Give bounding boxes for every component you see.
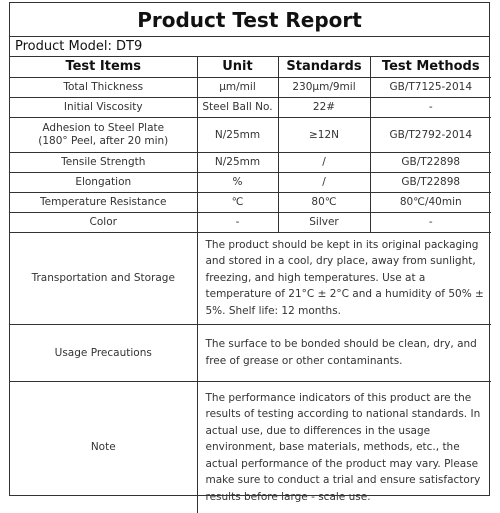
row-item: Tensile Strength bbox=[10, 152, 197, 172]
row-item: Temperature Resistance bbox=[10, 192, 197, 212]
row-item-line2: (180° Peel, after 20 min) bbox=[38, 134, 169, 147]
usage-row bbox=[10, 324, 491, 381]
usage-label: Usage Precautions bbox=[10, 324, 197, 381]
table-row bbox=[10, 172, 491, 192]
product-model: Product Model: DT9 bbox=[10, 37, 489, 57]
row-item: Color bbox=[10, 212, 197, 232]
transport-row bbox=[10, 232, 491, 324]
header-standards: Standards bbox=[278, 57, 370, 77]
report-title: Product Test Report bbox=[10, 3, 489, 37]
row-item: Elongation bbox=[10, 172, 197, 192]
header-unit: Unit bbox=[197, 57, 278, 77]
row-method: GB/T22898 bbox=[370, 172, 491, 192]
header-test-methods: Test Methods bbox=[370, 57, 491, 77]
transport-text: The product should be kept in its original packaging and stored in a cool, dry place, away from sunlight, freezing, and high temperatures. Use at a temperature of 21°C ± 2°C and a humidity of 50% ± 5%. Shelf life: 12 months. bbox=[197, 232, 491, 324]
row-unit: Steel Ball No. bbox=[197, 97, 278, 117]
transport-label: Transportation and Storage bbox=[10, 232, 197, 324]
row-standard: ≥12N bbox=[278, 117, 370, 152]
table-row bbox=[10, 97, 491, 117]
test-table bbox=[10, 57, 491, 513]
row-method: GB/T2792-2014 bbox=[370, 117, 491, 152]
row-item bbox=[10, 117, 197, 152]
note-label: Note bbox=[10, 381, 197, 513]
row-unit: ℃ bbox=[197, 192, 278, 212]
row-standard: 80℃ bbox=[278, 192, 370, 212]
row-method: 80℃/40min bbox=[370, 192, 491, 212]
table-row bbox=[10, 77, 491, 97]
row-item: Total Thickness bbox=[10, 77, 197, 97]
note-text: The performance indicators of this product are the results of testing according to national standards. In actual use, due to differences in the usage environment, base materials, methods, etc., the actual performance of the product may vary. Please make sure to conduct a trial and ensure satisfactory results before large - scale use. bbox=[197, 381, 491, 513]
row-unit: N/25mm bbox=[197, 117, 278, 152]
row-item-line1: Adhesion to Steel Plate bbox=[42, 121, 165, 134]
note-row bbox=[10, 381, 491, 513]
row-item: Initial Viscosity bbox=[10, 97, 197, 117]
row-unit: - bbox=[197, 212, 278, 232]
row-unit: % bbox=[197, 172, 278, 192]
row-standard: 22# bbox=[278, 97, 370, 117]
usage-text: The surface to be bonded should be clean, dry, and free of grease or other contaminants. bbox=[197, 324, 491, 381]
table-row bbox=[10, 117, 491, 152]
row-method: GB/T22898 bbox=[370, 152, 491, 172]
row-unit: N/25mm bbox=[197, 152, 278, 172]
row-unit: μm/mil bbox=[197, 77, 278, 97]
row-standard: / bbox=[278, 152, 370, 172]
row-method: - bbox=[370, 212, 491, 232]
header-test-items: Test Items bbox=[10, 57, 197, 77]
row-method: GB/T7125-2014 bbox=[370, 77, 491, 97]
row-method: - bbox=[370, 97, 491, 117]
test-report bbox=[9, 2, 490, 503]
table-row bbox=[10, 192, 491, 212]
row-standard: Silver bbox=[278, 212, 370, 232]
header-row bbox=[10, 57, 491, 77]
row-standard: / bbox=[278, 172, 370, 192]
table-row bbox=[10, 212, 491, 232]
row-standard: 230μm/9mil bbox=[278, 77, 370, 97]
table-row bbox=[10, 152, 491, 172]
